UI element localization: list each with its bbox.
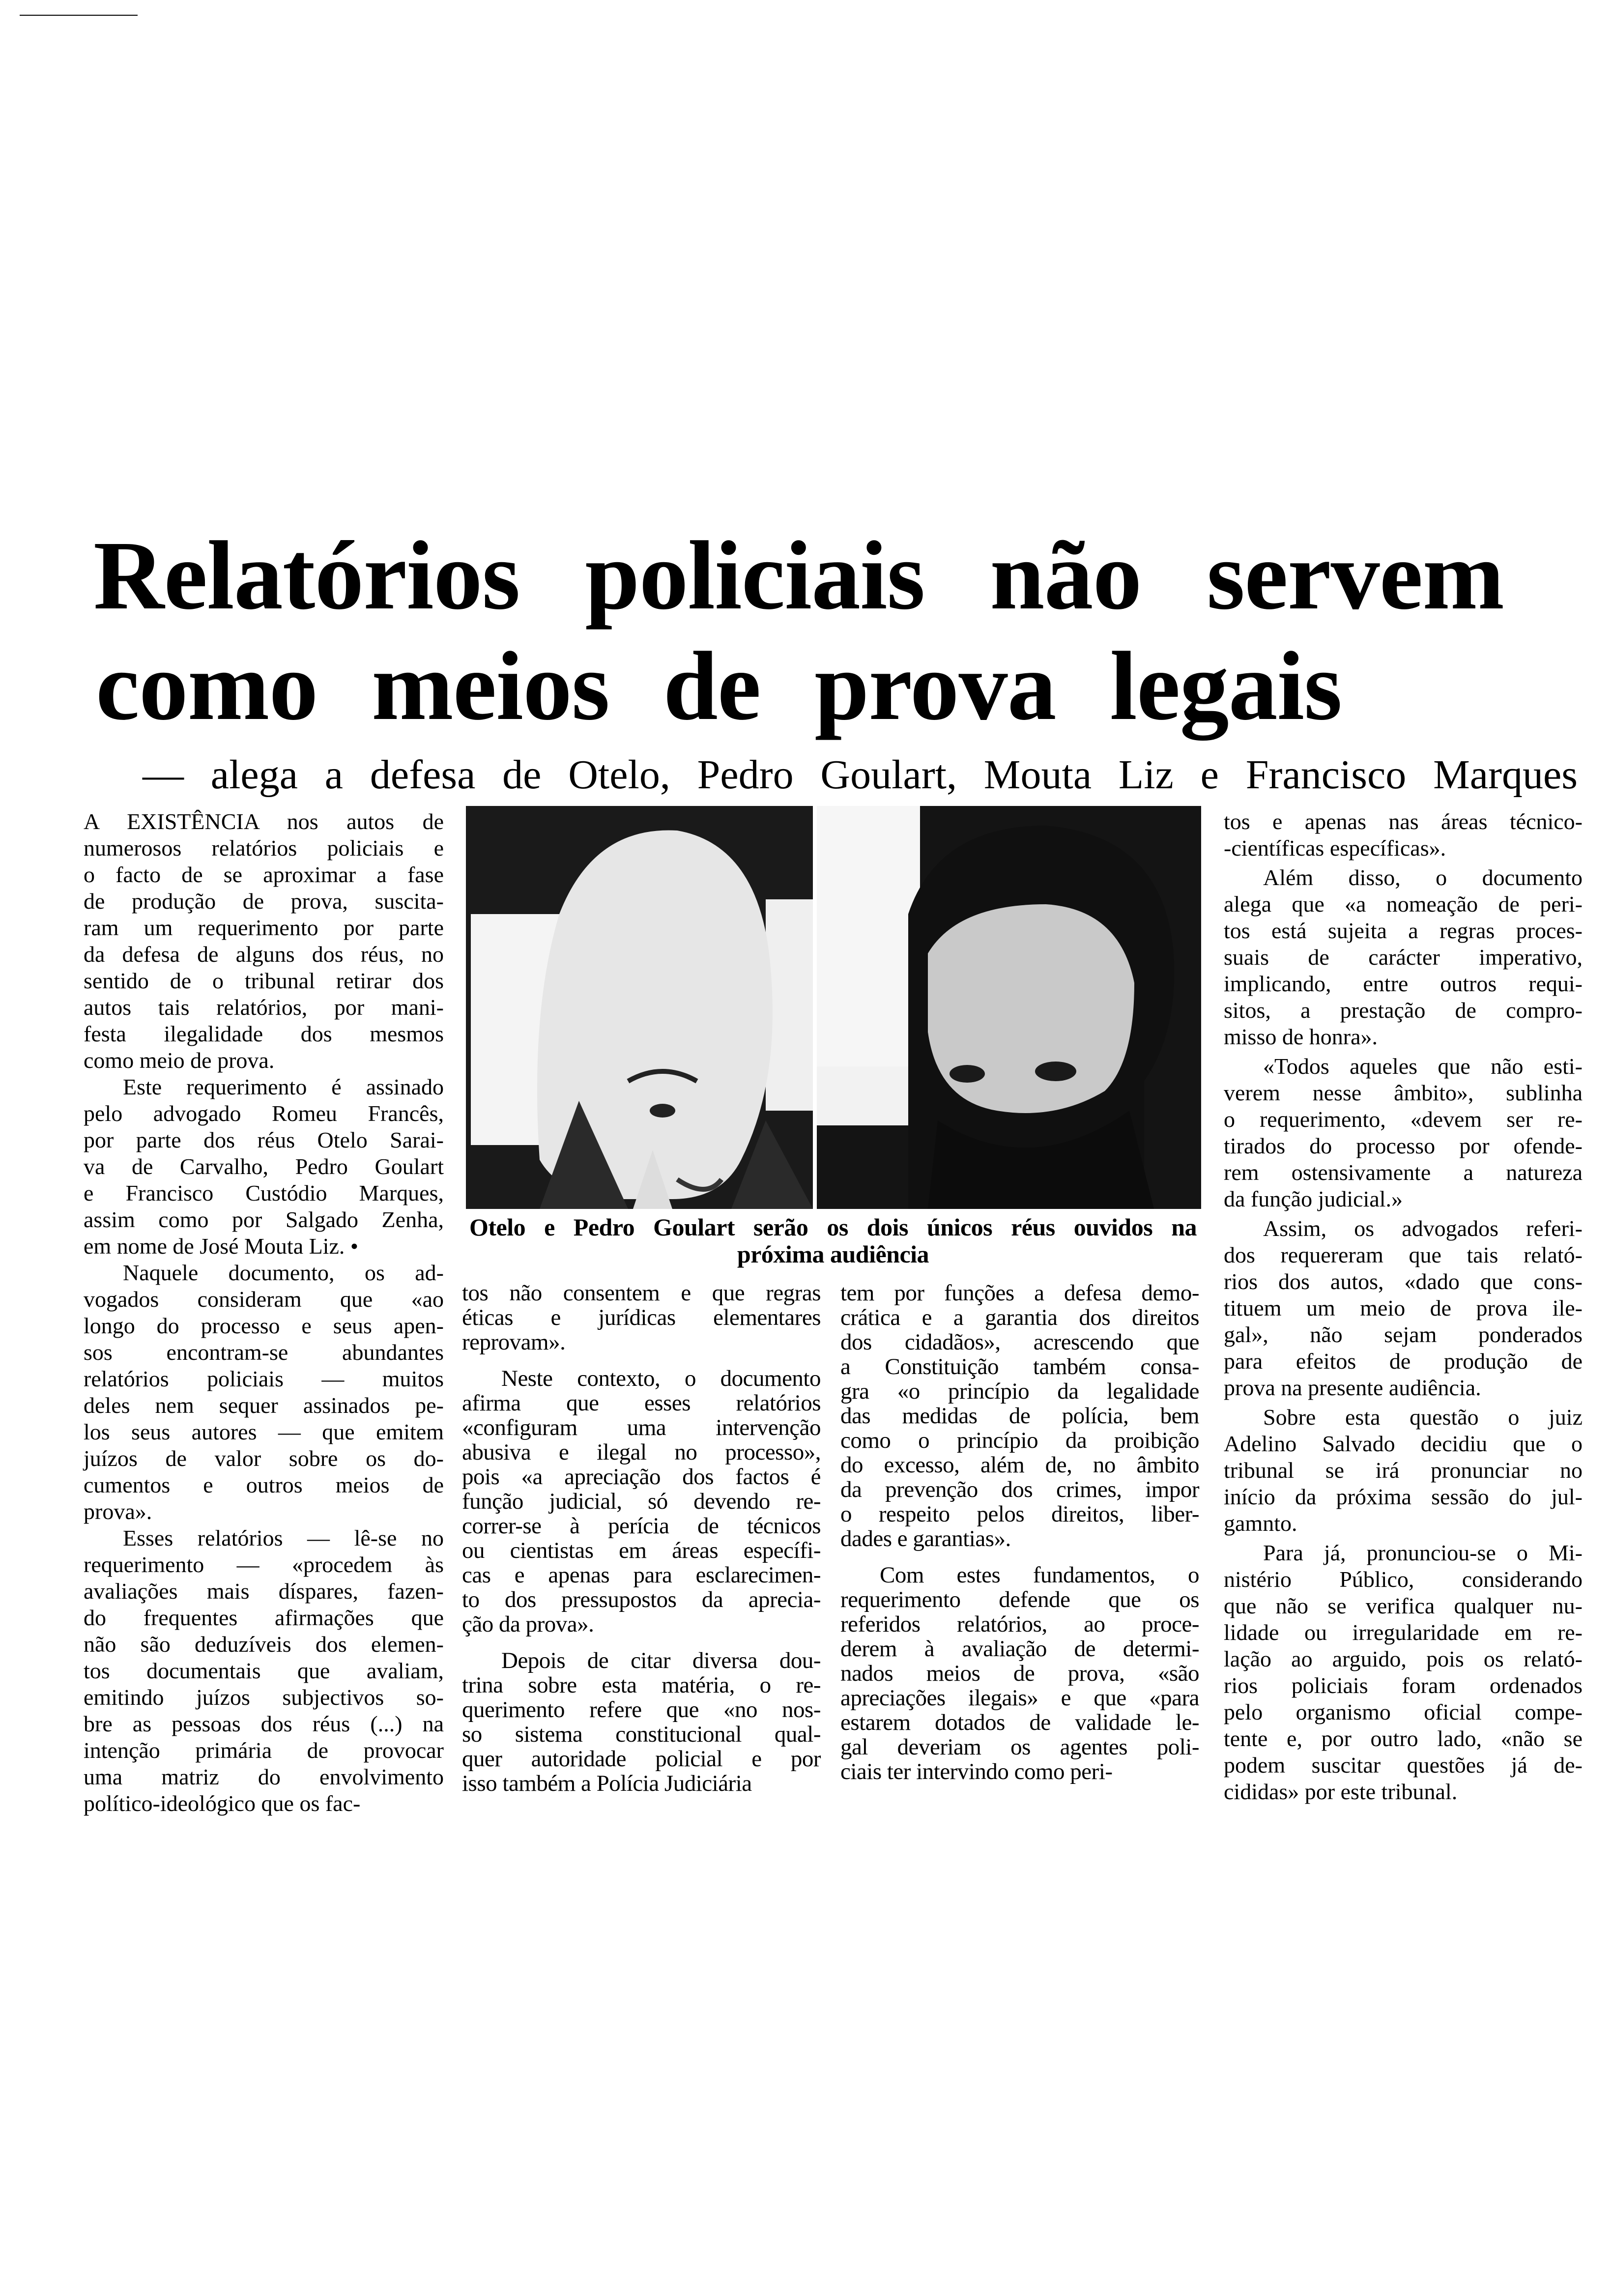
article-line: to dos pressupostos da aprecia-	[462, 1587, 821, 1612]
article-line: assim como por Salgado Zenha,	[84, 1207, 444, 1232]
article-line: gal deveriam os agentes poli-	[840, 1734, 1199, 1760]
article-line: tos e apenas nas áreas técnico-	[1224, 809, 1583, 834]
article-line: ou cientistas em áreas específi-	[462, 1538, 821, 1563]
article-line: gamnto.	[1224, 1511, 1297, 1536]
article-line: requerimento defende que os	[840, 1587, 1199, 1612]
caption-line-1: Otelo e Pedro Goulart serão os dois únicos réus ouvidos na	[469, 1213, 1197, 1241]
article-line: gal», não sejam ponderados	[1224, 1322, 1583, 1347]
article-paragraph	[84, 1525, 444, 1817]
article-line: ciais ter intervindo como peri-	[840, 1759, 1113, 1784]
article-line: lidade ou irregularidade em re-	[1224, 1620, 1583, 1645]
article-line: apreciações ilegais» e que «para	[840, 1685, 1199, 1711]
article-line: pois «a apreciação dos factos é	[462, 1464, 821, 1490]
article-line: so sistema constitucional qual-	[462, 1722, 821, 1747]
article-column-4	[1224, 808, 1583, 1805]
article-line: querimento refere que «no nos-	[462, 1697, 821, 1722]
article-line: verem nesse âmbito», sublinha	[1224, 1080, 1583, 1105]
article-line: e Francisco Custódio Marques,	[84, 1180, 444, 1205]
news-photo	[466, 806, 1201, 1209]
article-line: -científicas específicas».	[1224, 835, 1446, 861]
article-line: autos tais relatórios, por mani-	[84, 995, 444, 1020]
article-paragraph	[840, 1563, 1199, 1784]
article-line: Assim, os advogados referi-	[1263, 1216, 1583, 1241]
article-paragraph	[462, 1281, 821, 1354]
article-line: início da próxima sessão do jul-	[1224, 1484, 1583, 1509]
scan-artifact	[20, 15, 138, 16]
article-line: lação ao arguido, pois os relató-	[1224, 1646, 1583, 1671]
article-line: pelo organismo oficial compe-	[1224, 1699, 1583, 1724]
article-line: dos cidadãos», acrescendo que	[840, 1329, 1199, 1355]
article-paragraph	[1224, 1404, 1583, 1537]
headline-line-2: como meios de prova legais	[96, 632, 1342, 741]
article-line: como meio de prova.	[84, 1048, 275, 1073]
article-paragraph	[462, 1648, 821, 1796]
article-line: va de Carvalho, Pedro Goulart	[84, 1154, 444, 1179]
article-paragraph	[462, 1366, 821, 1636]
article-line: intenção primária de provocar	[84, 1738, 444, 1763]
article-paragraph	[1224, 808, 1583, 861]
article-line: quer autoridade policial e por	[462, 1746, 821, 1772]
article-line: tirados do processo por ofende-	[1224, 1133, 1583, 1158]
article-line: cididas» por este tribunal.	[1224, 1779, 1458, 1804]
article-line: los seus autores — que emitem	[84, 1419, 444, 1444]
article-line: o facto de se aproximar a fase	[84, 862, 444, 887]
article-line: para efeitos de produção de	[1224, 1349, 1583, 1374]
photo-right-portrait	[817, 806, 1201, 1209]
article-line: avaliações mais díspares, fazen-	[84, 1578, 444, 1604]
article-line: político-ideológico que os fac-	[84, 1791, 361, 1816]
article-line: festa ilegalidade dos mesmos	[84, 1021, 444, 1046]
article-line: em nome de José Mouta Liz. •	[84, 1234, 359, 1259]
article-line: tos está sujeita a regras proces-	[1224, 918, 1583, 943]
article-line: a Constituição também consa-	[840, 1354, 1199, 1379]
article-line: afirma que esses relatórios	[462, 1390, 821, 1416]
caption-line-2: próxima audiência	[737, 1240, 929, 1268]
article-line: emitindo juízos subjectivos so-	[84, 1685, 444, 1710]
article-line: éticas e jurídicas elementares	[462, 1305, 821, 1330]
article-line: da prevenção dos crimes, impor	[840, 1477, 1199, 1502]
article-line: da defesa de alguns dos réus, no	[84, 942, 444, 967]
article-line: «Todos aqueles que não esti-	[1263, 1054, 1583, 1079]
article-column-3	[840, 1281, 1199, 1784]
subtitle: — alega a defesa de Otelo, Pedro Goulart, Mouta Liz e Francisco Marques	[143, 752, 1578, 798]
article-line: o respeito pelos direitos, liber-	[840, 1501, 1199, 1527]
article-line: tos não consentem e que regras	[462, 1280, 821, 1306]
article-paragraph	[1224, 1215, 1583, 1401]
article-line: requerimento — «procedem às	[84, 1552, 444, 1577]
article-line: do excesso, além de, no âmbito	[840, 1452, 1199, 1478]
article-column-1	[84, 808, 444, 1817]
article-line: ção da prova».	[462, 1611, 594, 1637]
photo-left-portrait	[466, 806, 813, 1209]
article-line: cas e apenas para esclarecimen-	[462, 1562, 821, 1588]
article-line: Para já, pronunciou-se o Mi-	[1263, 1540, 1583, 1565]
article-paragraph	[84, 1260, 444, 1525]
article-line: referidos relatórios, ao proce-	[840, 1611, 1199, 1637]
article-line: Com estes fundamentos, o	[880, 1562, 1199, 1588]
article-line: suais de carácter imperativo,	[1224, 945, 1583, 970]
article-line: deles nem sequer assinados pe-	[84, 1393, 444, 1418]
article-line: tente e, por outro lado, «não se	[1224, 1726, 1583, 1751]
article-line: pelo advogado Romeu Francês,	[84, 1101, 444, 1126]
article-line: das medidas de polícia, bem	[840, 1403, 1199, 1429]
headline-line-1: Relatórios policiais não servem	[93, 521, 1504, 630]
article-line: Adelino Salvado decidiu que o	[1224, 1431, 1583, 1456]
article-line: como o princípio da proibição	[840, 1428, 1199, 1453]
article-line: crática e a garantia dos direitos	[840, 1305, 1199, 1330]
article-line: sentido de o tribunal retirar dos	[84, 968, 444, 993]
article-line: ram um requerimento por parte	[84, 915, 444, 940]
article-line: nados meios de prova, «são	[840, 1661, 1199, 1686]
article-line: juízos de valor sobre os do-	[84, 1446, 444, 1471]
article-line: derem à avaliação de determi-	[840, 1636, 1199, 1662]
article-line: da função judicial.»	[1224, 1186, 1403, 1211]
article-line: cumentos e outros meios de	[84, 1472, 444, 1497]
article-line: longo do processo e seus apen-	[84, 1313, 444, 1338]
article-paragraph	[84, 808, 444, 1074]
article-line: uma matriz do envolvimento	[84, 1764, 444, 1789]
article-line: tos documentais que avaliam,	[84, 1658, 444, 1683]
article-line: por parte dos réus Otelo Sarai-	[84, 1127, 444, 1152]
article-paragraph	[1224, 1540, 1583, 1805]
article-line: rios dos autos, «dado que cons-	[1224, 1269, 1583, 1294]
article-line: Sobre esta questão o juiz	[1263, 1405, 1583, 1430]
article-line: nistério Público, considerando	[1224, 1567, 1583, 1592]
article-line: implicando, entre outros requi-	[1224, 971, 1583, 996]
article-line: gra «o princípio da legalidade	[840, 1378, 1199, 1404]
article-line: A EXISTÊNCIA nos autos de	[84, 809, 444, 834]
article-line: tribunal se irá pronunciar no	[1224, 1458, 1583, 1483]
article-line: Neste contexto, o documento	[501, 1366, 821, 1391]
article-line: tem por funções a defesa demo-	[840, 1280, 1199, 1306]
article-line: o requerimento, «devem ser re-	[1224, 1107, 1583, 1132]
article-line: correr-se à perícia de técnicos	[462, 1513, 821, 1539]
article-line: estarem dotados de validade le-	[840, 1710, 1199, 1735]
article-paragraph	[84, 1074, 444, 1260]
photo-caption	[469, 1214, 1197, 1268]
article-line: relatórios policiais — muitos	[84, 1366, 444, 1391]
article-line: não são deduzíveis dos elemen-	[84, 1632, 444, 1657]
article-line: função judicial, só devendo re-	[462, 1489, 821, 1514]
article-line: sos encontram-se abundantes	[84, 1340, 444, 1365]
article-column-2	[462, 1281, 821, 1796]
article-line: do frequentes afirmações que	[84, 1605, 444, 1630]
article-line: reprovam».	[462, 1329, 566, 1355]
article-line: misso de honra».	[1224, 1024, 1378, 1049]
article-line: «configuram uma intervenção	[462, 1415, 821, 1440]
article-line: Além disso, o documento	[1263, 865, 1583, 890]
article-line: prova na presente audiência.	[1224, 1375, 1481, 1400]
article-line: isso também a Polícia Judiciária	[462, 1771, 752, 1796]
article-line: Esses relatórios — lê-se no	[123, 1525, 444, 1550]
article-line: sitos, a prestação de compro-	[1224, 998, 1583, 1023]
article-line: podem suscitar questões já de-	[1224, 1752, 1583, 1778]
article-line: dades e garantias».	[840, 1526, 1011, 1551]
article-line: vogados consideram que «ao	[84, 1287, 444, 1312]
article-line: de produção de prova, suscita-	[84, 889, 444, 914]
article-paragraph	[1224, 864, 1583, 1050]
article-line: abusiva e ilegal no processo»,	[462, 1439, 821, 1465]
article-line: alega que «a nomeação de peri-	[1224, 891, 1583, 917]
article-line: Depois de citar diversa dou-	[501, 1648, 821, 1673]
article-line: que não se verifica qualquer nu-	[1224, 1593, 1583, 1618]
article-line: numerosos relatórios policiais e	[84, 835, 444, 861]
article-line: Este requerimento é assinado	[123, 1074, 444, 1099]
article-line: Naquele documento, os ad-	[123, 1260, 444, 1285]
article-line: tituem um meio de prova ile-	[1224, 1295, 1583, 1320]
article-line: dos requereram que tais relató-	[1224, 1242, 1583, 1267]
article-line: bre as pessoas dos réus (...) na	[84, 1711, 444, 1736]
article-line: trina sobre esta matéria, o re-	[462, 1672, 821, 1698]
article-paragraph	[1224, 1053, 1583, 1212]
article-line: rios policiais foram ordenados	[1224, 1673, 1583, 1698]
article-line: rem ostensivamente a natureza	[1224, 1160, 1583, 1185]
article-paragraph	[840, 1281, 1199, 1551]
article-line: prova».	[84, 1499, 152, 1524]
